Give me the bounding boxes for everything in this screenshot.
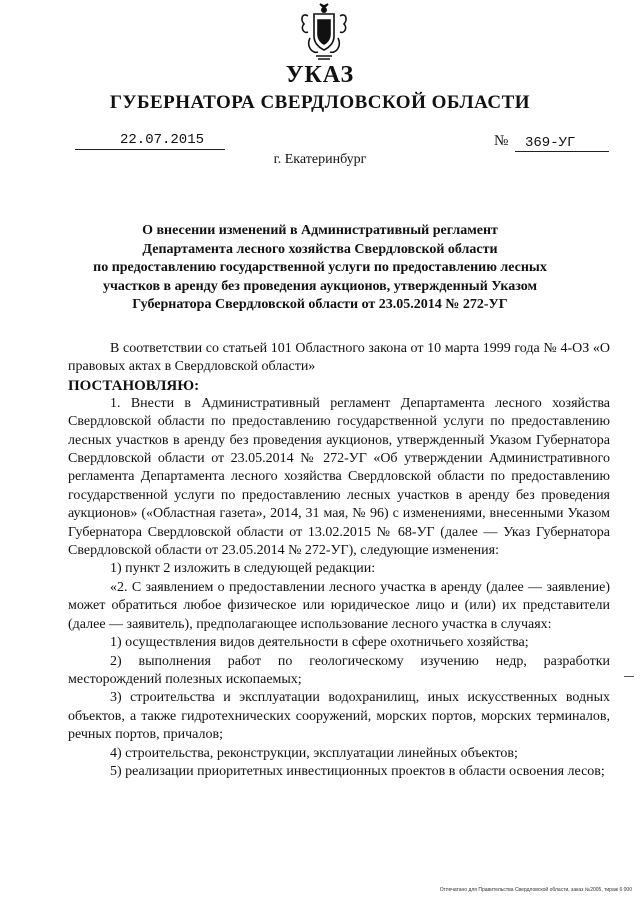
paragraph-3: «2. С заявлением о предоставлении лесного участка в аренду (далее — заявление) может обратиться любое физическое или юридическое лицо и (или) их представители (далее — заявитель), предполагающее использование лесного участка в случаях: [68, 579, 610, 632]
number-sign: № [494, 133, 509, 149]
paragraph-2: 1) пункт 2 изложить в следующей редакции: [110, 561, 376, 577]
postanovlyayu-label: ПОСТАНОВЛЯЮ: [68, 377, 200, 394]
list-item: 1) осуществления видов деятельности в сфере охотничьего хозяйства; [110, 635, 529, 651]
heading-line: участков в аренду без проведения аукционов, утвержденный Указом [102, 278, 538, 294]
document-type-title: УКАЗ [285, 62, 355, 88]
list-item: 3) строительства и эксплуатации водохранилищ, иных искусственных водных объектов, а также гидротехнических сооружений, морских портов, морских терминалов, речных портов, причалов; [68, 690, 610, 743]
heading-line: Губернатора Свердловской области от 23.05.2014 № 272-УГ [132, 297, 508, 312]
issuer-title: ГУБЕРНАТОРА СВЕРДЛОВСКОЙ ОБЛАСТИ [109, 92, 531, 113]
list-item: 2) выполнения работ по геологическому изучению недр, разработки месторождений полезных ископаемых; [68, 653, 610, 687]
heading-line: О внесении изменений в Административный регламент [142, 223, 498, 238]
print-footer: Отпечатано для Правительства Свердловской области, заказ №2005, тираж 6 000 [439, 887, 632, 893]
paragraph-1: 1. Внести в Административный регламент Департамента лесного хозяйства Свердловской области по предоставлению государственной услуги по предоставлению лесных участков в аренду без проведения аукционов, утвержденный Указом Губернатора Свердловской области от 23.05.2014 № 272-УГ «Об утверждении Административного регламента Департамента лесного хозяйства Свердловской области по предоставлению государственной услуги по предоставлению лесных участков в аренду без проведения аукционов» («Областная газета», 2014, 31 мая, № 96) с изменениями, внесенными Указом Губернатора Свердловской области от 13.02.2015 № 68-УГ (далее — Указ Губернатора Свердловской области от 23.05.2014 № 272-УГ), следующие изменения: [68, 395, 610, 559]
city-name: г. Екатеринбург [273, 152, 367, 167]
document-heading [80, 222, 560, 315]
document-body [68, 340, 610, 781]
coat-of-arms-icon [298, 2, 350, 62]
document-date: 22.07.2015 [120, 132, 205, 148]
heading-line: Департамента лесного хозяйства Свердловской области [142, 241, 498, 257]
heading-line: по предоставлению государственной услуги по предоставлению лесных [93, 260, 547, 275]
document-number: 369-УГ [525, 135, 576, 151]
date-underline [75, 149, 225, 150]
intro-paragraph: В соответствии со статьей 101 Областного закона от 10 марта 1999 года № 4-ОЗ «О правовых актах в Свердловской области» [68, 341, 610, 375]
margin-mark [624, 676, 634, 677]
list-item: 4) строительства, реконструкции, эксплуатации линейных объектов; [110, 745, 518, 761]
list-item: 5) реализации приоритетных инвестиционных проектов в области освоения лесов; [110, 763, 605, 779]
